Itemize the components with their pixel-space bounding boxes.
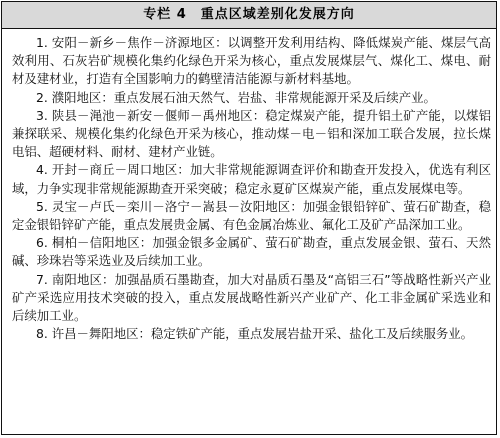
column-title: 专栏 4 重点区域差别化发展方向: [2, 2, 496, 29]
region-item-8: 8. 许昌－舞阳地区：稳定铁矿产能，重点发展岩盐开采、盐化工及后续服务业。: [36, 326, 474, 342]
region-item-2: 2. 濮阳地区：重点发展石油天然气、岩盐、非常规能源开采及后续产业。: [36, 89, 436, 105]
region-item-3: 3. 陕县－渑池－新安－偃师－禹州地区：稳定煤炭产能，提升铝土矿产能，以煤铝兼探联采、规模化集约化绿色开采为核心，推动煤－电－铝和深加工联合发展，拉长煤电铝、超硬材料、耐材、建材产业链。: [12, 107, 491, 160]
region-item-4: 4. 开封－商丘－周口地区：加大非常规能源调查评价和勘查开发投入，优选有利区域，力争实现非常规能源勘查开采突破；稳定永夏矿区煤炭产能，重点发展煤电等。: [12, 162, 491, 196]
region-item-1: 1. 安阳－新乡－焦作－济源地区：以调整开发利用结构、降低煤炭产能、煤层气高效利用、石灰岩矿规模化集约化绿色开采为核心，重点发展煤层气、煤化工、煤电、耐材及建材业，打造有全国影响力的鹤壁清洁能源与新材料基地。: [12, 35, 491, 87]
column-panel: [1, 1, 497, 435]
region-item-7: 7. 南阳地区：加强晶质石墨勘查，加大对晶质石墨及“高铝三石”等战略性新兴产业矿产采选应用技术突破的投入，重点发展战略性新兴产业矿产、化工非金属矿采选业和后续加工业。: [12, 271, 491, 324]
region-item-5: 5. 灵宝－卢氏－栾川－洛宁－嵩县－汝阳地区：加强金银铅锌矿、萤石矿勘查，稳定金银铅锌矿产能，重点发展贵金属、有色金属冶炼业、氟化工及矿产品深加工业。: [12, 198, 491, 233]
region-item-6: 6. 桐柏－信阳地区：加强金银多金属矿、萤石矿勘查，重点发展金银、萤石、天然碱、珍珠岩等采选业及后续加工业。: [12, 235, 491, 269]
column-content: [2, 29, 496, 343]
